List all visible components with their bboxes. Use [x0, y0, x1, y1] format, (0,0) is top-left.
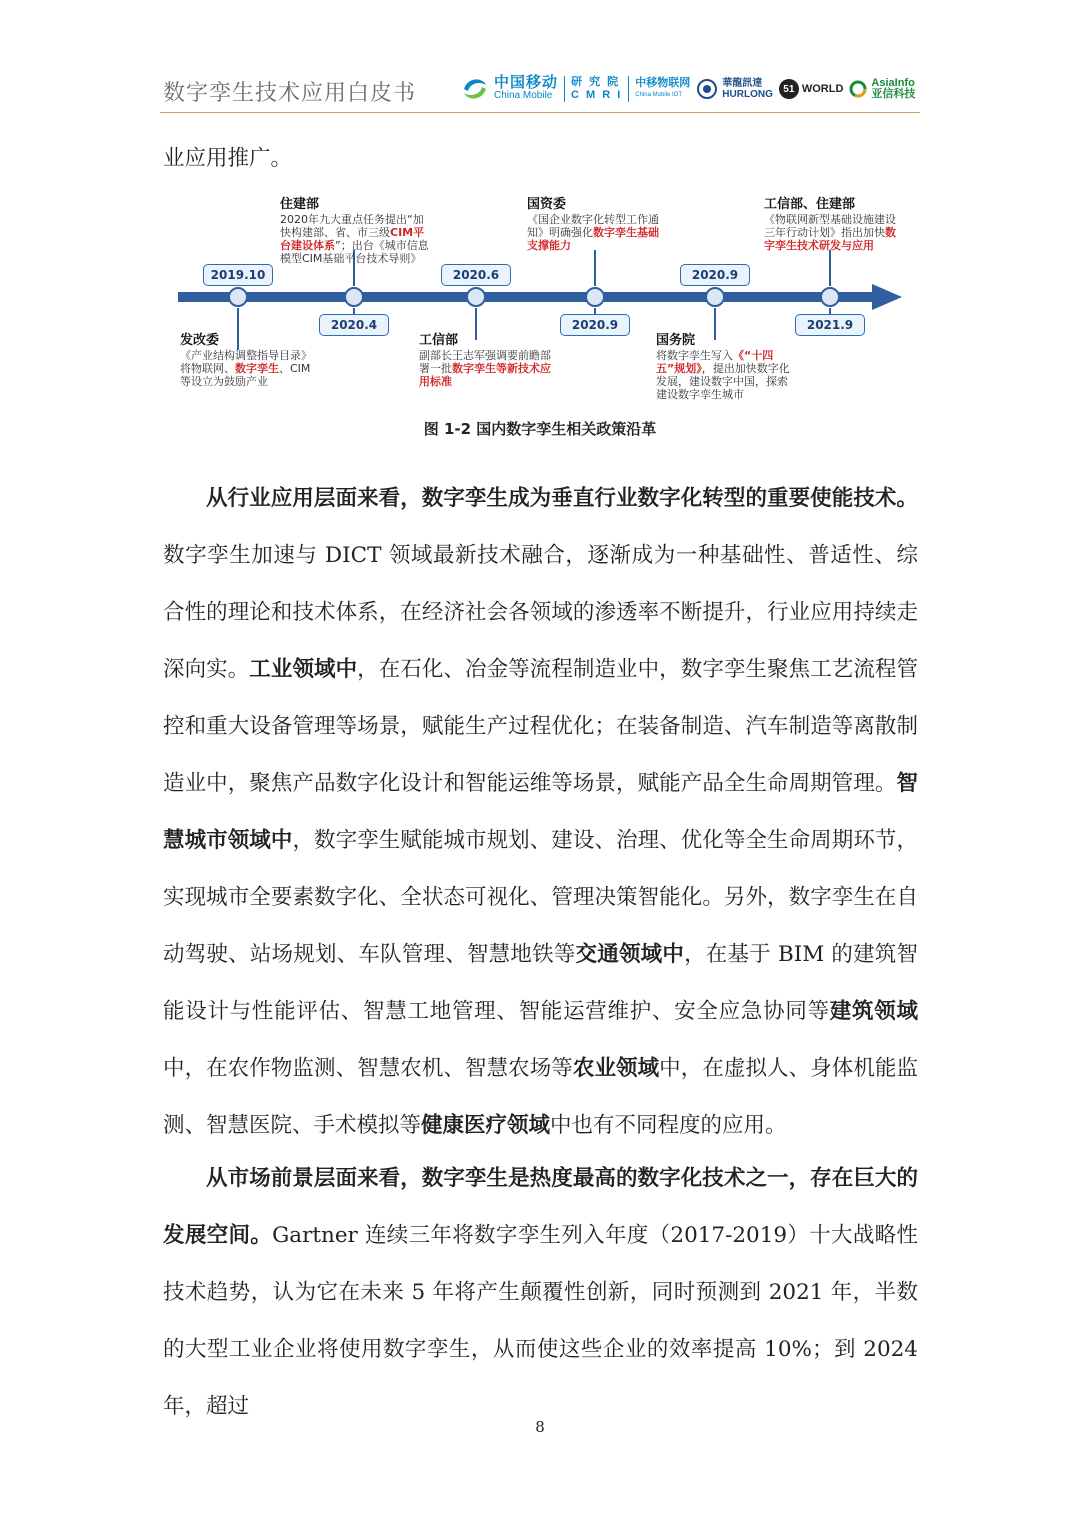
- event-text: 《国企业数字化转型工作通知》明确强化: [527, 213, 659, 239]
- event-guoziwei: [527, 198, 667, 252]
- date-label: 2020.4: [319, 314, 389, 336]
- event-gongxinbu-zhujianbu: [764, 198, 904, 252]
- timeline-node: [467, 288, 485, 306]
- paragraph-text: 中，在农作物监测、智慧农机、智慧农场等: [163, 1056, 573, 1081]
- event-highlight: 数字孪生基础支撑能力: [527, 226, 659, 252]
- paragraph-text: ，在石化、冶金等流程制造业中，数字孪生聚焦工艺流程管控和重大设备管理等场景，赋能生产过程优化；在装备制造、汽车制造等离散制造业中，聚焦产品数字化设计和智能运维等场景，赋能产品全生命周期管理。: [163, 657, 918, 796]
- event-highlight: 数字孪生: [235, 362, 279, 375]
- event-highlight: 数字孪生等新技术应用标准: [419, 362, 551, 388]
- event-org: 住建部: [280, 197, 320, 212]
- event-text: 副部长王志军强调要前瞻部署一批: [419, 349, 551, 375]
- cmri-logo: [571, 76, 622, 102]
- date-label: 2020.6: [441, 264, 511, 286]
- hurlong-en: HURLONG: [722, 89, 773, 100]
- asiainfo-en: AsiaInfo: [871, 77, 915, 89]
- event-org: 发改委: [180, 333, 220, 348]
- event-text: 将数字孪生写入: [656, 349, 733, 362]
- intro-line: 业应用推广。: [163, 146, 293, 171]
- event-fagaiwei: [180, 334, 320, 388]
- event-zhujianbu: [280, 198, 432, 265]
- timeline-node: [229, 288, 247, 306]
- hurlong-logo: [696, 78, 773, 100]
- logo-separator: [628, 76, 629, 102]
- keyword: 智慧城市领域中: [163, 771, 918, 853]
- keyword: 健康医疗领域: [421, 1113, 551, 1138]
- event-highlight: 数字孪生技术研发与应用: [764, 226, 896, 252]
- timeline-node: [821, 288, 839, 306]
- china-mobile-cn: 中国移动: [494, 74, 559, 91]
- asiainfo-cn: 亚信科技: [871, 88, 916, 100]
- iot-cn: 中移物联网: [635, 77, 691, 89]
- cmri-en: C M R I: [571, 89, 623, 101]
- paragraph-lead: 从行业应用层面来看，数字孪生成为垂直行业数字化转型的重要使能技术。: [206, 486, 918, 511]
- header-rule: [160, 112, 920, 113]
- iot-en: China Mobile IOT: [635, 92, 682, 98]
- event-org: 国资委: [527, 197, 567, 212]
- event-guowuyuan: [656, 334, 796, 401]
- paragraph-industry: [163, 470, 918, 1154]
- asiainfo-logo: [849, 78, 915, 100]
- event-highlight: 《“十四五”规划》: [656, 349, 774, 375]
- figure-caption: 图 1-2 国内数字孪生相关政策沿革: [423, 420, 657, 438]
- china-mobile-icon: [460, 75, 490, 103]
- date-label: 2021.9: [795, 314, 865, 336]
- event-highlight: CIM平台建设体系: [280, 226, 425, 252]
- page-number: 8: [535, 1418, 545, 1436]
- date-label: 2019.10: [203, 264, 273, 286]
- timeline-node: [706, 288, 724, 306]
- cmri-cn: 研 究 院: [571, 76, 621, 88]
- asiainfo-icon: [849, 80, 867, 98]
- timeline-arrowhead: [872, 284, 902, 310]
- event-text: 2020年九大重点任务提出“加快构建部、省、市三级: [280, 213, 424, 239]
- partner-logos: [460, 72, 915, 106]
- china-mobile-logo: [460, 75, 558, 103]
- logo-separator: [564, 76, 565, 102]
- event-text: ”；出台《城市信息模型CIM基础平台技术导则》: [280, 239, 429, 265]
- hurlong-cn: 華龍訊達: [722, 78, 763, 89]
- paragraph-market: [163, 1150, 918, 1435]
- paragraph-text: 数字孪生加速与 DICT 领域最新技术融合，逐渐成为一种基础性、普适性、综合性的理论和技术体系，在经济社会各领域的渗透率不断提升，行业应用持续走深向实。: [163, 543, 918, 682]
- paragraph-lead: 从市场前景层面来看，数字孪生是热度最高的数字化技术之一，存在巨大的发展空间。: [163, 1166, 918, 1248]
- hurlong-icon: [696, 78, 718, 100]
- timeline-axis: [178, 292, 876, 302]
- timeline-node: [345, 288, 363, 306]
- keyword: 建筑领域: [829, 999, 918, 1024]
- event-gongxinbu: [419, 334, 559, 388]
- iot-logo: [635, 77, 690, 101]
- 51world-logo: [779, 79, 844, 99]
- event-org: 工信部: [419, 333, 459, 348]
- event-text: ，提出加快数字化发展，建设数字中国，探索建设数字孪生城市: [656, 362, 790, 401]
- event-org: 工信部、住建部: [764, 197, 856, 212]
- paragraph-text: 中也有不同程度的应用。: [550, 1113, 787, 1138]
- china-mobile-en: China Mobile: [494, 90, 553, 101]
- paragraph-text: ，数字孪生赋能城市规划、建设、治理、优化等全生命周期环节，实现城市全要素数字化、全状态可视化、管理决策智能化。另外，数字孪生在自动驾驶、站场规划、车队管理、智慧地铁等: [163, 828, 918, 967]
- paragraph-text: ，在基于 BIM 的建筑智能设计与性能评估、智慧工地管理、智能运营维护、安全应急协同等: [163, 942, 918, 1024]
- 51world-text: WORLD: [801, 83, 844, 95]
- timeline-node: [586, 288, 604, 306]
- keyword: 工业领域中: [249, 657, 358, 682]
- document-title: 数字孪生技术应用白皮书: [163, 81, 417, 106]
- event-org: 国务院: [656, 333, 696, 348]
- event-text: 、CIM等设立为鼓励产业: [180, 362, 311, 388]
- date-label: 2020.9: [680, 264, 750, 286]
- keyword: 农业领域: [572, 1056, 660, 1081]
- paragraph-text: Gartner 连续三年将数字孪生列入年度（2017-2019）十大战略性技术趋势，认为它在未来 5 年将产生颠覆性创新，同时预测到 2021 年，半数的大型工业企业将使用数字孪生，从而使这些企业的效率提高 10%；到 2024 年，超过: [163, 1223, 918, 1419]
- 51world-badge: 51: [779, 79, 799, 99]
- event-text: 《产业结构调整指导目录》将物联网、: [180, 349, 312, 375]
- keyword: 交通领域中: [575, 942, 685, 967]
- paragraph-text: 中，在虚拟人、身体机能监测、智慧医院、手术模拟等: [163, 1056, 918, 1138]
- event-text: 《物联网新型基础设施建设三年行动计划》指出加快: [764, 213, 896, 239]
- date-label: 2020.9: [560, 314, 630, 336]
